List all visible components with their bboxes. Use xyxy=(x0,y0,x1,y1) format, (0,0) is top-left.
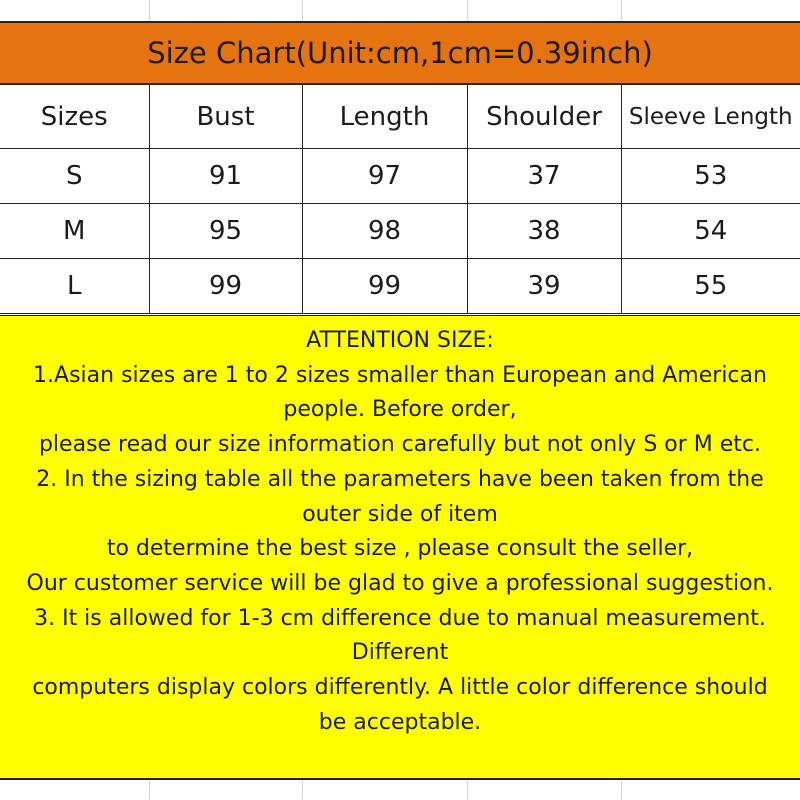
notice-heading: ATTENTION SIZE: xyxy=(306,328,494,353)
table-cell: 91 xyxy=(149,149,302,204)
table-cell: L xyxy=(0,259,149,314)
size-chart-title xyxy=(0,21,800,85)
table-cell: 37 xyxy=(467,149,621,204)
grid-line xyxy=(149,781,150,800)
table-cell: 95 xyxy=(149,204,302,259)
notice-line: 3. It is allowed for 1-3 cm difference due to manual measurement. xyxy=(34,605,766,631)
grid-line xyxy=(302,0,303,21)
column-header-sizes: Sizes xyxy=(0,85,149,149)
grid-line xyxy=(149,0,150,21)
grid-line xyxy=(467,0,468,21)
notice-line: people. Before order, xyxy=(283,397,517,423)
notice-line: computers display colors differently. A little color difference should xyxy=(32,675,768,701)
grid-line xyxy=(621,0,622,21)
notice-line: Different xyxy=(351,640,449,666)
column-header-sleeve-length: Sleeve Length xyxy=(621,85,800,149)
table-row xyxy=(0,149,800,204)
table-cell: 98 xyxy=(302,204,467,259)
notice-line: 2. In the sizing table all the parameters have been taken from the xyxy=(36,466,764,492)
column-header-length: Length xyxy=(302,85,467,149)
table-cell: 53 xyxy=(621,149,800,204)
notice-line: be acceptable. xyxy=(318,709,482,735)
table-cell: 39 xyxy=(467,259,621,314)
notice-line: Our customer service will be glad to give a professional suggestion. xyxy=(26,570,774,596)
grid-line xyxy=(467,781,468,800)
table-cell: 99 xyxy=(149,259,302,314)
table-cell: 99 xyxy=(302,259,467,314)
size-chart-title-text: Size Chart(Unit:cm,1cm=0.39inch) xyxy=(147,36,653,70)
table-row xyxy=(0,259,800,314)
size-table xyxy=(0,85,800,314)
table-cell: M xyxy=(0,204,149,259)
notice-line: please read our size information carefully but not only S or M etc. xyxy=(38,432,762,458)
table-row xyxy=(0,204,800,259)
notice-line: outer side of item xyxy=(302,501,498,527)
grid-line xyxy=(621,781,622,800)
table-cell: 38 xyxy=(467,204,621,259)
table-cell: 54 xyxy=(621,204,800,259)
notice-line: to determine the best size , please consult the seller, xyxy=(106,536,694,562)
notice-line: 1.Asian sizes are 1 to 2 sizes smaller than European and American xyxy=(33,362,767,388)
column-header-bust: Bust xyxy=(149,85,302,149)
attention-notice xyxy=(0,315,800,780)
table-header-row xyxy=(0,85,800,149)
table-cell: 55 xyxy=(621,259,800,314)
column-header-shoulder: Shoulder xyxy=(467,85,621,149)
table-cell: 97 xyxy=(302,149,467,204)
table-cell: S xyxy=(0,149,149,204)
grid-line xyxy=(302,781,303,800)
